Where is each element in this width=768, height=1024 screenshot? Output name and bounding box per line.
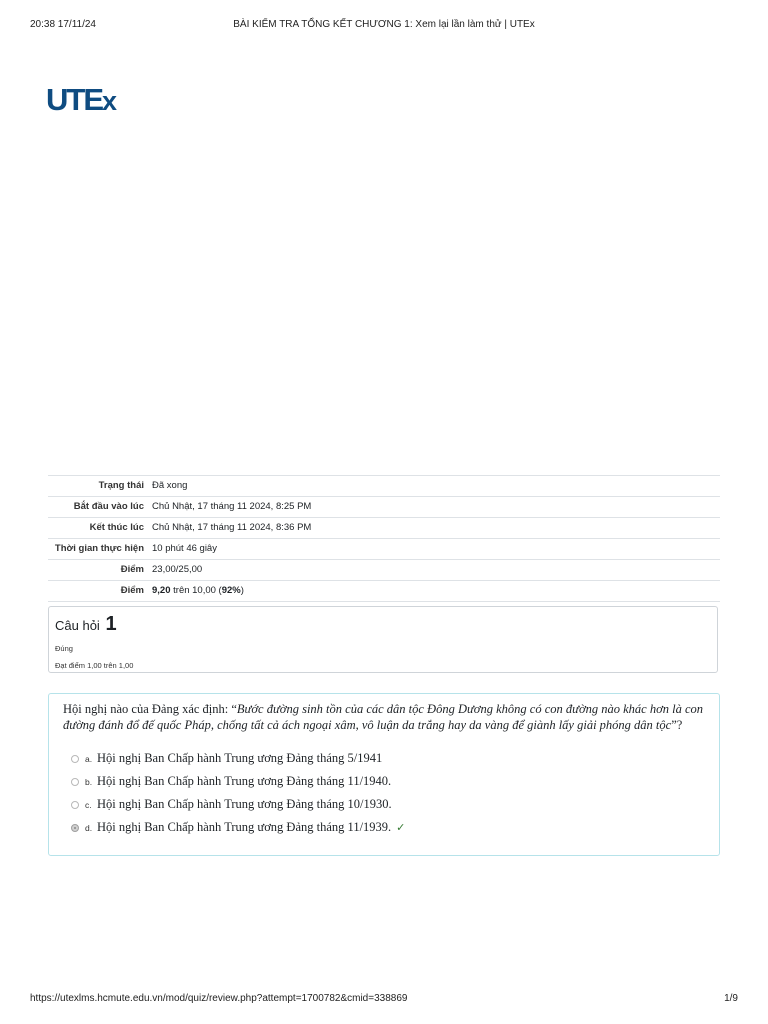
attempt-summary-table (48, 475, 720, 602)
answer-text: Hội nghị Ban Chấp hành Trung ương Đảng tháng 11/1940. (97, 774, 392, 788)
answer-option-b[interactable] (63, 770, 705, 793)
question-grade: Đạt điểm 1,00 trên 1,00 (55, 661, 134, 670)
question-text-quote: Bước đường sinh tồn của các dân tộc Đông Dương không có con đường nào khác hơn là con đường đánh đổ đế quốc Pháp, chống tất cả ách ngoại xâm, vô luận da trắng hay da vàng để giành lấy giải phóng dân tộc (63, 702, 704, 732)
question-number (55, 613, 711, 636)
summary-label: Kết thúc lúc (48, 518, 148, 539)
question-text-prefix: Hội nghị nào của Đảng xác định: “ (63, 702, 237, 716)
answer-letter: a. (85, 753, 93, 764)
radio-button[interactable] (71, 755, 79, 763)
grade-score: 9,20 (152, 585, 171, 596)
summary-row (48, 497, 720, 518)
radio-button[interactable] (71, 778, 79, 786)
question-text (63, 701, 705, 733)
print-timestamp: 20:38 17/11/24 (30, 19, 96, 30)
logo-suffix: x (102, 86, 116, 116)
radio-button[interactable] (71, 801, 79, 809)
page-number: 1/9 (724, 993, 738, 1004)
answer-option-c[interactable] (63, 793, 705, 816)
question-state: Đúng (55, 644, 73, 653)
answer-option-d[interactable] (63, 816, 705, 839)
answer-text: Hội nghị Ban Chấp hành Trung ương Đảng tháng 10/1930. (97, 797, 392, 811)
page-url: https://utexlms.hcmute.edu.vn/mod/quiz/review.php?attempt=1700782&cmid=338869 (30, 993, 408, 1004)
grade-close: ) (240, 585, 244, 596)
answer-text: Hội nghị Ban Chấp hành Trung ương Đảng tháng 11/1939. (97, 820, 392, 834)
summary-label: Điểm (48, 581, 148, 602)
question-info-box (48, 606, 718, 673)
summary-value: Chủ Nhật, 17 tháng 11 2024, 8:25 PM (148, 497, 720, 518)
question-content-box (48, 693, 720, 856)
grade-out-of: trên 10,00 ( (170, 585, 222, 596)
summary-label: Thời gian thực hiện (48, 539, 148, 560)
answer-option-a[interactable] (63, 747, 705, 770)
summary-value: 23,00/25,00 (148, 560, 720, 581)
answer-letter: b. (85, 776, 93, 787)
radio-button-checked[interactable] (71, 824, 79, 832)
question-number-value: 1 (105, 613, 117, 635)
summary-label: Trạng thái (48, 476, 148, 497)
question-label: Câu hỏi (55, 618, 100, 633)
summary-row (48, 560, 720, 581)
answer-list (63, 747, 705, 839)
summary-row (48, 581, 720, 602)
summary-value: 10 phút 46 giây (148, 539, 720, 560)
logo-main: UTE (46, 82, 102, 117)
summary-value (148, 581, 720, 602)
summary-row (48, 518, 720, 539)
utex-logo[interactable] (46, 84, 115, 115)
grade-percent: 92% (221, 585, 241, 596)
summary-value: Chủ Nhật, 17 tháng 11 2024, 8:36 PM (148, 518, 720, 539)
summary-value: Đã xong (148, 476, 720, 497)
answer-letter: c. (85, 799, 92, 810)
summary-row (48, 476, 720, 497)
summary-label: Bắt đầu vào lúc (48, 497, 148, 518)
summary-row (48, 539, 720, 560)
print-title: BÀI KIỂM TRA TỔNG KẾT CHƯƠNG 1: Xem lại lần làm thử | UTEx (233, 19, 535, 30)
correct-check-icon: ✓ (396, 822, 406, 834)
answer-letter: d. (85, 822, 93, 833)
question-text-suffix: ”? (671, 718, 683, 732)
summary-label: Điểm (48, 560, 148, 581)
answer-text: Hội nghị Ban Chấp hành Trung ương Đảng tháng 5/1941 (97, 751, 383, 765)
